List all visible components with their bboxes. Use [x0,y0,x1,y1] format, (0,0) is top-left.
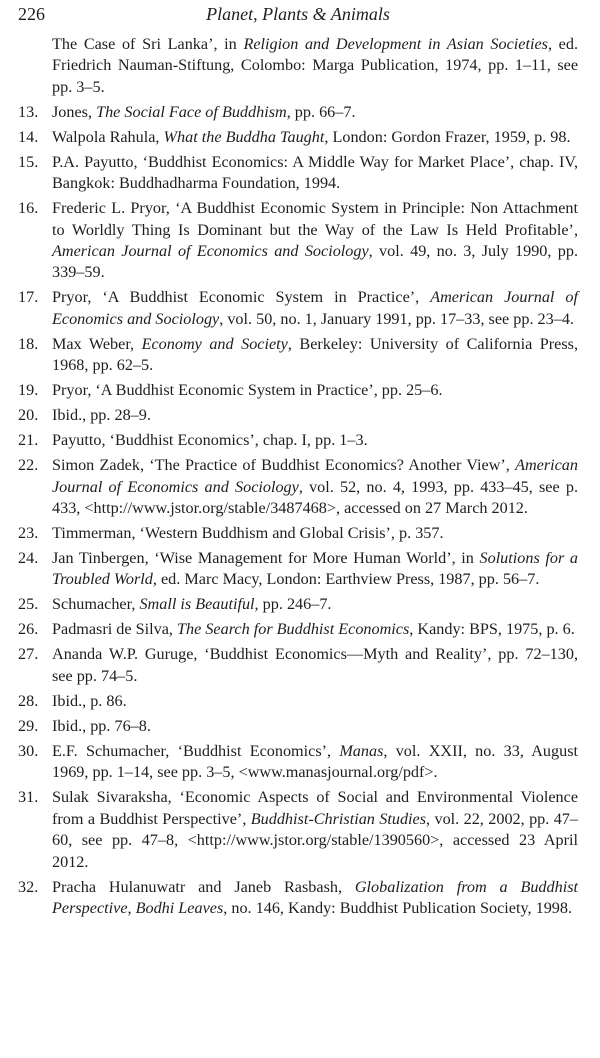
endnote-title-italic: What the Buddha Taught [163,127,325,146]
endnote-number: 30. [18,741,39,760]
endnote-title-italic: American Journal of Economics and Sociology [52,456,578,496]
endnote-title-italic: The Social Face of Buddhism [96,102,287,121]
endnote-text: Max Weber, [52,334,142,353]
endnote-text: , pp. 66–7. [286,102,356,121]
endnote-title-italic: Manas [339,741,384,760]
endnote-number: 22. [18,456,39,475]
endnote-number: 24. [18,549,39,568]
endnote [18,198,578,284]
endnote-number: 16. [18,199,39,218]
endnote-text: , vol. 52, no. 4, 1993, pp. 433–45, see p. 433, <http://www.jstor.org/stable/3487468>, accessed on 27 March 2012. [52,477,578,518]
endnote-number: 15. [18,152,39,171]
endnote-text: Timmerman, ‘Western Buddhism and Global Crisis’, p. 357. [52,524,444,543]
endnote [18,594,578,615]
endnote-title-italic: American Journal of Economics and Sociology [52,242,369,261]
endnote [18,102,578,123]
endnote [18,619,578,640]
endnote [18,741,578,784]
endnote-text: Padmasri de Silva, [52,620,177,639]
endnote-title-italic: Small is Beautiful, [139,595,259,614]
endnote-text: Ananda W.P. Guruge, ‘Buddhist Economics—Myth and Reality’, pp. 72–130, see pp. 74–5. [52,645,578,685]
endnote-number: 29. [18,716,39,735]
endnote [18,334,578,377]
endnote-number: 31. [18,788,39,807]
running-head: Planet, Plants & Animals [206,4,390,24]
endnote-text: Schumacher, [52,595,140,614]
endnote-number: 28. [18,691,39,710]
endnote [18,430,578,451]
endnote-number: 27. [18,645,39,664]
endnote [18,127,578,148]
endnote [18,523,578,544]
endnote [18,380,578,401]
endnote-text: Ibid., pp. 76–8. [52,716,151,735]
endnote-text: , Kandy: BPS, 1975, p. 6. [409,620,575,639]
endnote [18,548,578,591]
endnote [18,877,578,920]
endnote [18,787,578,873]
page-header [18,0,578,34]
endnote-text: The Case of Sri Lanka’, in [52,35,244,53]
endnote-text: , vol. 49, no. 3, July 1990, pp. 339–59. [52,242,578,282]
endnote-continuation [18,34,578,98]
endnote [18,691,578,712]
endnote-number: 20. [18,406,39,425]
endnote-text: Ibid., p. 86. [52,691,127,710]
endnote-number: 17. [18,288,39,307]
endnote-text: P.A. Payutto, ‘Buddhist Economics: A Middle Way for Market Place’, chap. IV, Bangkok: Buddhadharma Foundation, 1994. [52,152,578,193]
endnote-text: Frederic L. Pryor, ‘A Buddhist Economic System in Principle: Non Attachment to Worldly Thing Is Dominant but the Way of the Law Is Held Profitable’, [52,199,578,239]
endnote-text: Jan Tinbergen, ‘Wise Management for More Human World’, in [52,549,480,568]
endnote [18,455,578,519]
endnote-text: Pracha Hulanuwatr and Janeb Rasbash, [52,877,355,896]
endnote-text: Jones, [52,102,97,121]
endnote-text: , no. 146, Kandy: Buddhist Publication Society, 1998. [223,898,573,917]
endnotes-list [18,34,578,919]
endnote-number: 18. [18,334,39,353]
endnote-title-italic: Buddhist-Christian Studies [250,809,427,828]
endnote-number: 14. [18,127,39,146]
endnote-text: , vol. 50, no. 1, January 1991, pp. 17–33, see pp. 23–4. [219,309,574,328]
endnote-number: 25. [18,595,39,614]
endnote [18,644,578,687]
endnote-number: 26. [18,620,39,639]
endnote [18,405,578,426]
endnote-text: , ed. Marc Macy, London: Earthview Press, 1987, pp. 56–7. [152,570,540,589]
endnote-title-italic: Economy and Society [141,334,288,353]
endnote-text: Pryor, ‘A Buddhist Economic System in Practice’, [52,288,431,307]
endnote-title-italic: The Search for Buddhist Economics [177,620,410,639]
endnote-number: 23. [18,524,39,543]
endnote-text: Simon Zadek, ‘The Practice of Buddhist Economics? Another View’, [52,456,516,475]
endnote-number: 19. [18,381,39,400]
endnote [18,152,578,195]
endnote-text: , Berkeley: University of California Press, 1968, pp. 62–5. [52,334,578,375]
endnote-text: , vol. 22, 2002, pp. 47–60, see pp. 47–8, <http://www.jstor.org/stable/1390560>, accessed 23 April 2012. [52,809,578,871]
endnote-title-italic: Solutions for a Troubled World [52,549,578,589]
endnote-number: 32. [18,877,39,896]
endnote-number: 21. [18,431,39,450]
endnote-text: Payutto, ‘Buddhist Economics’, chap. I, pp. 1–3. [52,431,368,450]
endnote-title-italic: Globalization from a Buddhist Perspective, Bodhi Leaves [52,877,579,917]
endnote-text: , vol. XXII, no. 33, August 1969, pp. 1–14, see pp. 3–5, <www.manasjournal.org/pdf>. [52,741,578,782]
endnote-title-italic: American Journal of Economics and Sociology [52,288,578,328]
page-number: 226 [18,4,45,24]
endnote-title-italic: Religion and Development in Asian Societies [243,35,548,53]
endnote-text: Pryor, ‘A Buddhist Economic System in Practice’, pp. 25–6. [52,381,443,400]
endnote-number: 13. [18,102,39,121]
endnote-text: E.F. Schumacher, ‘Buddhist Economics’, [52,741,340,760]
endnote [18,716,578,737]
endnote-text: , ed. Friedrich Nauman-Stiftung, Colombo: Marga Publication, 1974, pp. 1–11, see pp. 3–5. [52,35,578,96]
endnote-text: Ibid., pp. 28–9. [52,406,151,425]
endnote-text: Walpola Rahula, [52,127,164,146]
endnote [18,287,578,330]
endnote-text: pp. 246–7. [258,595,332,614]
endnote-text: , London: Gordon Frazer, 1959, p. 98. [324,127,571,146]
endnote-text: Sulak Sivaraksha, ‘Economic Aspects of Social and Environmental Violence from a Buddhist Perspective’, [52,788,578,828]
